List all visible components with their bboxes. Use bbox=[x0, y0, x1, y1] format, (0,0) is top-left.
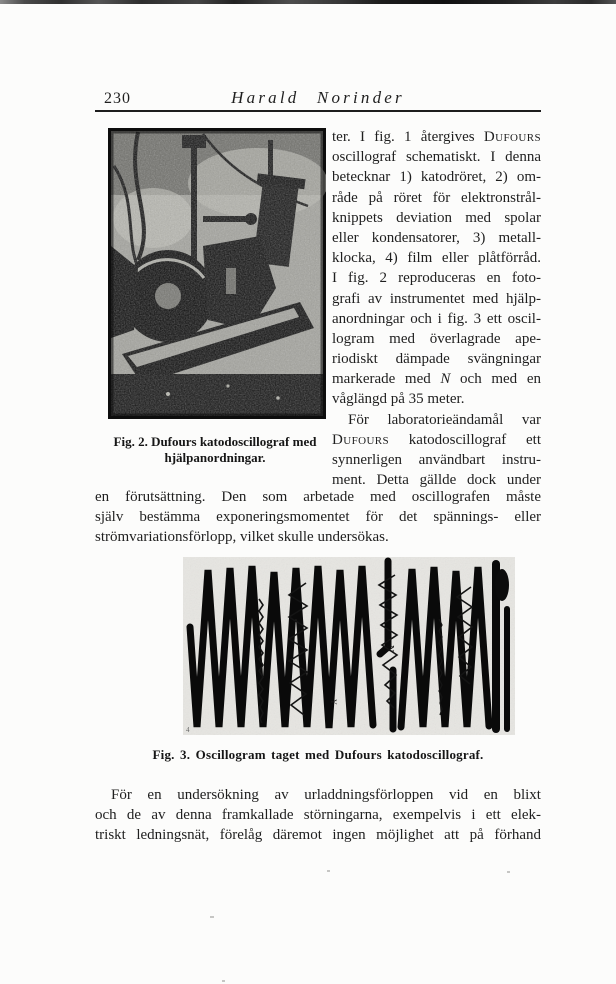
fig2-caption-line1: Fig. 2. Dufours katodoscillograf med bbox=[113, 434, 317, 449]
scan-speck bbox=[327, 870, 330, 872]
fig2-caption bbox=[88, 434, 342, 466]
text-line: betecknar 1) katodröret, 2) om- bbox=[332, 169, 541, 186]
text-line: och de av denna framkallade störningarna, exempelvis i ett elek- bbox=[95, 807, 542, 824]
scan-speck bbox=[222, 980, 225, 982]
text-line: ter. I fig. 1 återgives Dufours bbox=[332, 129, 541, 145]
text-line: synnerligen användbart instru- bbox=[332, 452, 542, 468]
text-line: oscillograf schematiskt. I denna bbox=[332, 149, 541, 166]
text-line: själv bestämma exponeringsmomentet för det spännings- eller bbox=[95, 509, 542, 526]
text-line: eller kondensatorer, 3) metall- bbox=[332, 229, 541, 246]
text-line: en förutsättning. Den som arbetade med oscillografen måste bbox=[95, 489, 541, 505]
text-line: våglängd på 35 meter. bbox=[332, 391, 465, 408]
fig3-oscillogram bbox=[183, 557, 515, 735]
running-header: Harald Norinder bbox=[231, 88, 405, 107]
scan-edge-artifact bbox=[0, 0, 616, 4]
text-line: I fig. 2 reproduceras en foto- bbox=[332, 270, 541, 287]
oscillogram-label-y: Y bbox=[329, 699, 338, 705]
text-line: klocka, 4) film eller plåtförråd. bbox=[332, 250, 541, 267]
fig2-photo bbox=[108, 128, 326, 419]
text-line: strömvariationsförlopp, vilket skulle undersökas. bbox=[95, 529, 389, 546]
scan-speck bbox=[210, 916, 214, 918]
oscillogram-label-n: N bbox=[384, 645, 395, 653]
text-line: Dufours katodoscillograf ett bbox=[332, 431, 541, 448]
text-line: ment. Detta gällde dock under bbox=[332, 472, 541, 489]
text-line: riodiskt dämpade svängningar bbox=[332, 351, 541, 368]
header-rule bbox=[95, 110, 541, 112]
body-right-column bbox=[332, 127, 541, 490]
text-line: triskt ledningsnät, förelåg däremot ingen möjlighet att på förhand bbox=[95, 827, 541, 844]
fig3-caption: Fig. 3. Oscillogram taget med Dufours katodoscillograf. bbox=[152, 747, 484, 762]
text-line: råde på röret för elektronstrål- bbox=[332, 189, 541, 206]
oscillogram-corner-mark: 4 bbox=[186, 726, 190, 734]
text-line: För en undersökning av urladdningsförloppen vid en blixt bbox=[111, 787, 541, 803]
text-line: knippets deviation med spolar bbox=[332, 209, 542, 226]
text-line: grafi av instrumentet med hjälp- bbox=[332, 290, 541, 307]
text-line: markerade med N och med en bbox=[332, 371, 541, 388]
body-bottom-paragraph bbox=[95, 785, 541, 846]
text-line: anordningar och i fig. 3 ett oscil- bbox=[332, 310, 541, 327]
fig2-caption-line2: hjälpanordningar. bbox=[164, 450, 266, 465]
scan-speck bbox=[507, 871, 510, 873]
text-line: För laboratorieändamål var bbox=[348, 411, 542, 428]
body-full-width bbox=[95, 487, 541, 548]
text-line: logram med överlagrade ape- bbox=[332, 330, 541, 347]
page-number: 230 bbox=[104, 90, 131, 107]
